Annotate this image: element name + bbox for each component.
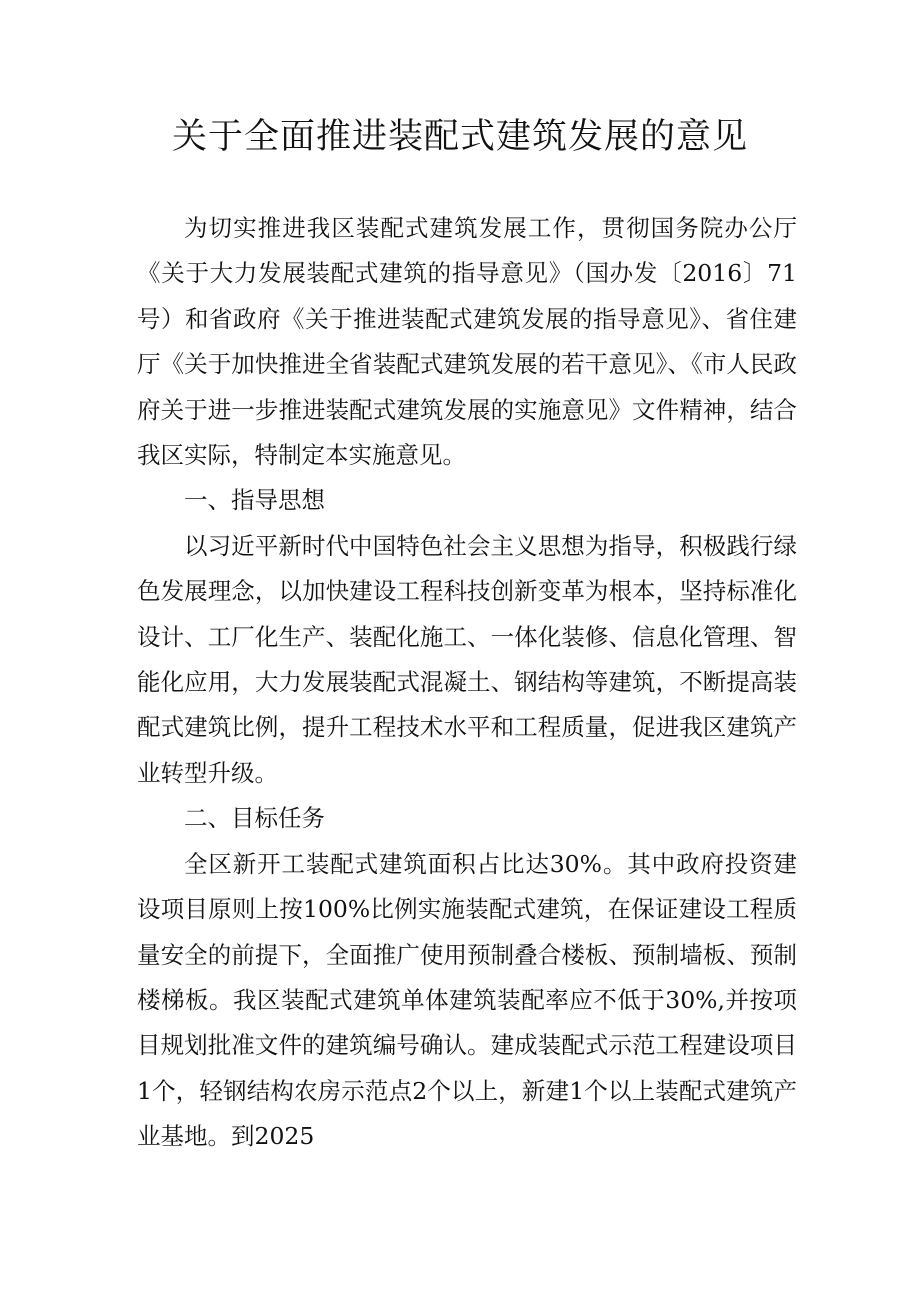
guiding-ideology-paragraph: 以习近平新时代中国特色社会主义思想为指导，积极践行绿色发展理念，以加快建设工程科技创新变革为根本，坚持标准化设计、工厂化生产、装配化施工、一体化装修、信息化管理、智能化应用，大力发展装配式混凝土、钢结构等建筑，不断提高装配式建筑比例，提升工程技术水平和工程质量，促进我区建筑产业转型升级。: [137, 531, 797, 787]
intro-paragraph: 为切实推进我区装配式建筑发展工作，贯彻国务院办公厅《关于大力发展装配式建筑的指导意见》（国办发〔2016〕71号）和省政府《关于推进装配式建筑发展的指导意见》、省住建厅《关于加快推进全省装配式建筑发展的若干意见》、《市人民政府关于进一步推进装配式建筑发展的实施意见》文件精神，结合我区实际，特制定本实施意见。: [137, 214, 797, 470]
section-heading-goals-tasks: 二、目标任务: [184, 804, 325, 833]
section-heading-guiding-ideology: 一、指导思想: [184, 486, 325, 515]
document-title: 关于全面推进装配式建筑发展的意见: [171, 117, 748, 157]
goals-tasks-paragraph: 全区新开工装配式建筑面积占比达30%。其中政府投资建设项目原则上按100%比例实施装配式建筑，在保证建设工程质量安全的前提下，全面推广使用预制叠合楼板、预制墙板、预制楼梯板。我区装配式建筑单体建筑装配率应不低于30%,并按项目规划批准文件的建筑编号确认。建成装配式示范工程建设项目1个，轻钢结构农房示范点2个以上，新建1个以上装配式建筑产业基地。到2025: [137, 849, 797, 1151]
document-body: [137, 206, 797, 1160]
